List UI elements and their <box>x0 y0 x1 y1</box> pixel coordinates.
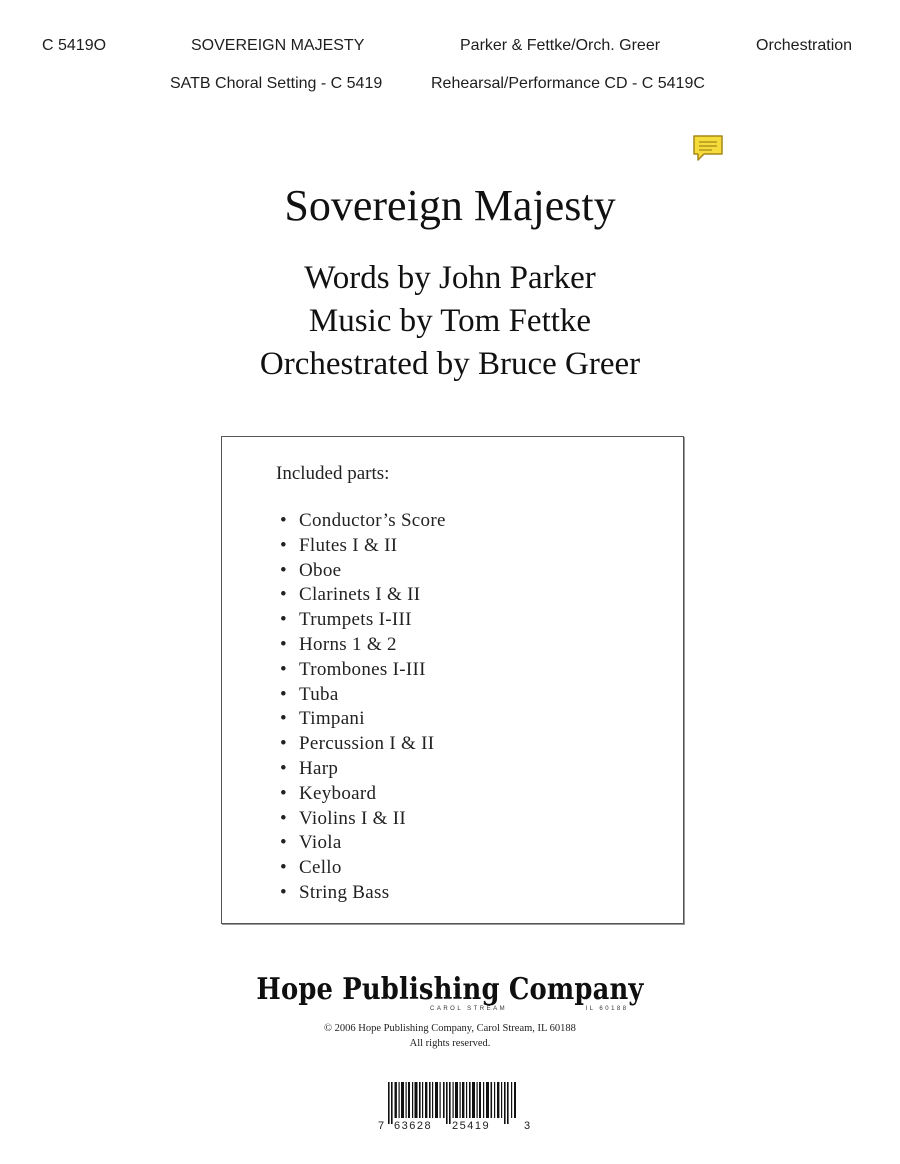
part-name: Cello <box>299 857 342 879</box>
list-item <box>280 534 446 559</box>
part-name: Percussion I & II <box>299 733 435 755</box>
part-name: Horns 1 & 2 <box>299 633 397 655</box>
bullet: • <box>280 534 287 556</box>
choral-setting-ref: SATB Choral Setting - C 5419 <box>170 75 383 92</box>
list-item <box>280 856 446 881</box>
list-item <box>280 732 446 757</box>
list-item <box>280 583 446 608</box>
part-name: Keyboard <box>299 782 377 804</box>
part-name: Tuba <box>299 683 339 705</box>
publisher-location <box>430 1006 629 1012</box>
list-item <box>280 881 446 906</box>
list-item <box>280 509 446 534</box>
part-name: Trombones I-III <box>299 658 426 680</box>
list-item <box>280 782 446 807</box>
copyright-notice: © 2006 Hope Publishing Company, Carol Stream, IL 60188 <box>324 1023 576 1034</box>
part-name: Flutes I & II <box>299 534 398 556</box>
barcode-left-digits: 63628 <box>394 1120 433 1132</box>
part-name: Trumpets I-III <box>299 609 412 631</box>
bullet: • <box>280 584 287 606</box>
publisher-state-zip: IL 60188 <box>585 1006 629 1012</box>
bullet: • <box>280 609 287 631</box>
list-item <box>280 757 446 782</box>
publisher-city: CAROL STREAM <box>430 1006 508 1012</box>
parts-heading: Included parts: <box>276 463 390 484</box>
bullet: • <box>280 733 287 755</box>
list-item <box>280 608 446 633</box>
bullet: • <box>280 683 287 705</box>
orchestrator-credit: Orchestrated by Bruce Greer <box>259 346 641 382</box>
bullet: • <box>280 881 287 903</box>
cd-ref: Rehearsal/Performance CD - C 5419C <box>431 75 705 92</box>
bullet: • <box>280 510 287 531</box>
lyricist-credit: Words by John Parker <box>304 260 596 296</box>
list-item <box>280 658 446 683</box>
part-name: Clarinets I & II <box>299 584 421 606</box>
barcode-image <box>386 1082 518 1124</box>
bullet: • <box>280 757 287 779</box>
included-parts-box <box>221 436 684 924</box>
list-item <box>280 559 446 584</box>
bullet: • <box>280 857 287 879</box>
part-name: Harp <box>299 757 339 779</box>
bullet: • <box>280 658 287 680</box>
list-item <box>280 683 446 708</box>
bullet: • <box>280 832 287 854</box>
part-name: String Bass <box>299 881 390 903</box>
part-name: Violins I & II <box>299 807 407 829</box>
header-credits: Parker & Fettke/Orch. Greer <box>460 37 661 54</box>
bullet: • <box>280 782 287 804</box>
barcode-check-digit: 3 <box>524 1120 531 1132</box>
header-title: SOVEREIGN MAJESTY <box>191 37 365 54</box>
bullet: • <box>280 559 287 581</box>
part-name: Viola <box>299 832 342 854</box>
bullet: • <box>280 708 287 730</box>
catalog-number: C 5419O <box>42 37 107 54</box>
rights-notice: All rights reserved. <box>409 1038 491 1049</box>
list-item <box>280 633 446 658</box>
page-title: Sovereign Majesty <box>284 181 616 230</box>
publisher-logo: Hope Publishing Company <box>256 972 644 1007</box>
part-name: Conductor’s Score <box>299 510 446 531</box>
parts-list <box>280 509 446 906</box>
list-item <box>280 707 446 732</box>
header-edition: Orchestration <box>756 37 853 54</box>
part-name: Timpani <box>299 708 365 730</box>
barcode-lead-digit: 7 <box>378 1120 385 1132</box>
part-name: Oboe <box>299 559 342 581</box>
bullet: • <box>280 633 287 655</box>
bullet: • <box>280 807 287 829</box>
list-item <box>280 831 446 856</box>
comment-note-icon[interactable] <box>692 134 724 162</box>
list-item <box>280 807 446 832</box>
barcode-right-digits: 25419 <box>452 1120 491 1132</box>
composer-credit: Music by Tom Fettke <box>308 303 592 339</box>
